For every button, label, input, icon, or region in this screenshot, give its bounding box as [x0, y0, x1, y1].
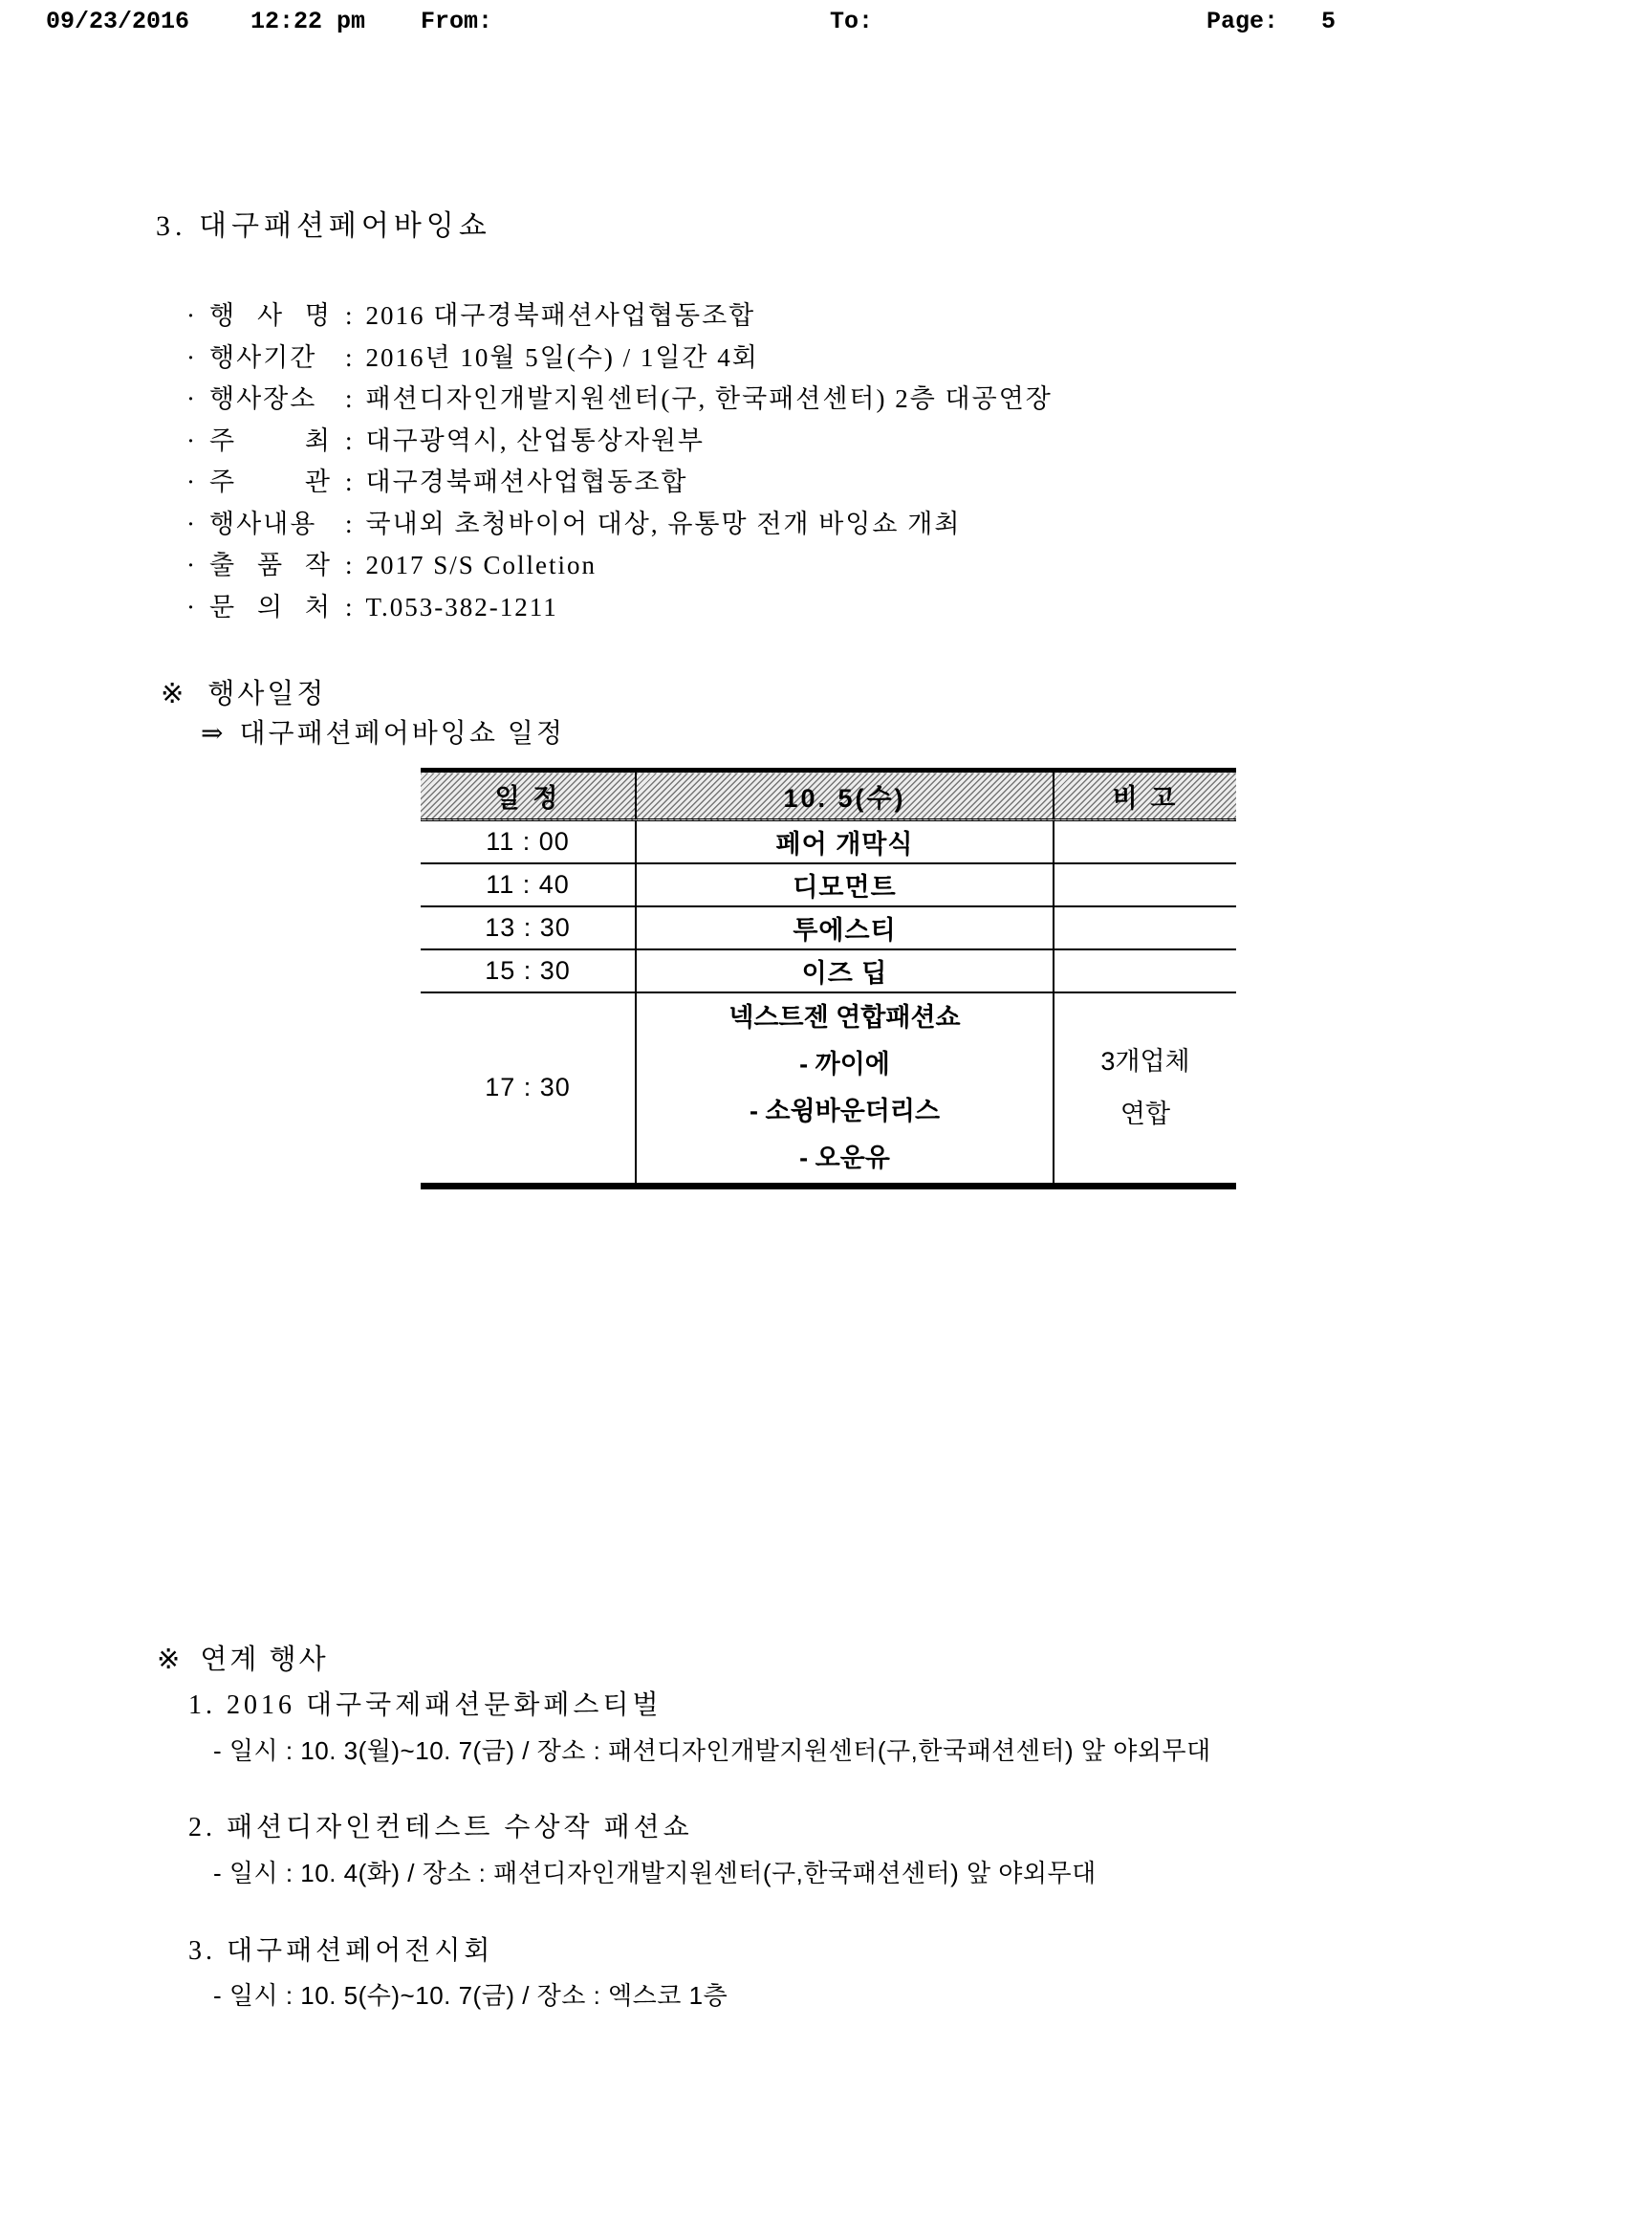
- header-cell-time: 일 정: [421, 771, 636, 820]
- event-item-line: - 까이에: [799, 1049, 890, 1079]
- detail-value: 대구경북패션사업협동조합: [365, 468, 688, 496]
- fax-time: 12:22 pm: [250, 8, 366, 35]
- fax-page-label: Page:: [1206, 8, 1279, 35]
- detail-value: 2016년 10월 5일(수) / 1일간 4회: [365, 342, 759, 372]
- detail-row-organizer: [186, 461, 1053, 503]
- detail-row-contact: [186, 586, 1053, 628]
- note-cell: [1054, 949, 1236, 992]
- table-row: [421, 820, 1236, 863]
- detail-row-event-period: [186, 337, 1053, 379]
- related-event-detail: - 일시 : 10. 4(화) / 장소 : 패션디자인개발지원센터(구,한국패션센터) 앞 야외무대: [213, 1859, 1097, 1887]
- note-line: 3개업체: [1100, 1046, 1190, 1076]
- table-header-row: [421, 771, 1236, 820]
- related-event-detail: - 일시 : 10. 5(수)~10. 7(금) / 장소 : 엑스코 1층: [213, 1981, 728, 2010]
- detail-row-exhibits: [186, 544, 1053, 586]
- detail-colon: :: [345, 551, 355, 579]
- detail-value: 2016 대구경북패션사업협동조합: [365, 301, 756, 330]
- note-cell: [1054, 906, 1236, 949]
- time-cell: 13 : 30: [421, 906, 636, 949]
- note-line: 연합: [1119, 1099, 1171, 1128]
- fax-date: 09/23/2016: [46, 8, 190, 35]
- event-item-line: - 오운유: [799, 1143, 890, 1172]
- detail-value: 대구광역시, 산업통상자원부: [365, 425, 705, 455]
- time-cell: 15 : 30: [421, 949, 636, 992]
- detail-colon: :: [345, 425, 355, 455]
- note-cell: [1054, 992, 1236, 1187]
- detail-row-event-place: [186, 378, 1053, 420]
- detail-label: 출 품 작: [209, 551, 332, 579]
- event-cell: 페어 개막식: [636, 820, 1054, 863]
- detail-label: 행사내용: [209, 509, 317, 538]
- fax-page-number: 5: [1321, 8, 1337, 35]
- schedule-table: [421, 768, 1236, 1189]
- time-cell: 17 : 30: [421, 992, 636, 1187]
- event-details-list: [186, 294, 1053, 627]
- detail-colon: :: [345, 592, 355, 621]
- detail-colon: :: [345, 384, 355, 413]
- bullet-icon: ·: [186, 592, 197, 621]
- event-cell: 이즈 딥: [636, 949, 1054, 992]
- detail-colon: :: [345, 509, 355, 538]
- header-cell-date: 10. 5(수): [636, 771, 1054, 820]
- related-event-detail: - 일시 : 10. 3(월)~10. 7(금) / 장소 : 패션디자인개발지원센터(구,한국패션센터) 앞 야외무대: [213, 1736, 1211, 1765]
- event-item-line: - 소윙바운더리스: [749, 1096, 941, 1125]
- detail-value: T.053-382-1211: [365, 592, 558, 621]
- event-cell: 투에스티: [636, 906, 1054, 949]
- header-cell-note: 비 고: [1054, 771, 1236, 820]
- detail-value: 국내외 초청바이어 대상, 유통망 전개 바잉쇼 개최: [365, 509, 962, 538]
- related-event-title: 2. 패션디자인컨테스트 수상작 패션쇼: [188, 1813, 693, 1842]
- table-row-joint-show: [421, 992, 1236, 1187]
- detail-row-event-content: [186, 503, 1053, 545]
- detail-value: 패션디자인개발지원센터(구, 한국패션센터) 2층 대공연장: [365, 384, 1053, 413]
- schedule-subheading: [201, 719, 565, 750]
- section-title: 3. 대구패션페어바잉쇼: [156, 210, 491, 242]
- detail-label: 행사기간: [209, 342, 317, 372]
- bullet-icon: ·: [186, 468, 197, 496]
- bullet-icon: ·: [186, 551, 197, 579]
- time-cell: 11 : 40: [421, 863, 636, 906]
- event-cell: [636, 992, 1054, 1187]
- fax-from-label: From:: [421, 8, 493, 35]
- detail-row-host: [186, 420, 1053, 462]
- detail-label: 행사장소: [209, 384, 317, 413]
- schedule-subheading-text: 대구패션페어바잉쇼 일정: [239, 719, 565, 749]
- detail-value: 2017 S/S Colletion: [365, 551, 598, 579]
- related-event-title: 1. 2016 대구국제패션문화페스티벌: [188, 1690, 663, 1720]
- event-title-line: 넥스트젠 연합패션쇼: [728, 1002, 961, 1032]
- event-cell: 디모먼트: [636, 863, 1054, 906]
- reference-mark-icon: ※: [161, 679, 187, 709]
- schedule-heading-text: 행사일정: [207, 679, 327, 709]
- schedule-heading: [161, 679, 326, 710]
- related-events-heading-text: 연계 행사: [200, 1645, 329, 1675]
- table-row: [421, 863, 1236, 906]
- related-event-title: 3. 대구패션페어전시회: [188, 1936, 494, 1966]
- bullet-icon: ·: [186, 425, 197, 455]
- time-cell: 11 : 00: [421, 820, 636, 863]
- detail-colon: :: [345, 342, 355, 372]
- note-cell: [1054, 863, 1236, 906]
- detail-label: 행 사 명: [209, 301, 332, 330]
- reference-mark-icon: ※: [157, 1645, 184, 1675]
- fax-to-label: To:: [830, 8, 874, 35]
- related-events-heading: [157, 1645, 329, 1676]
- bullet-icon: ·: [186, 342, 197, 372]
- detail-label: 문 의 처: [209, 592, 332, 621]
- detail-colon: :: [345, 468, 355, 496]
- bullet-icon: ·: [186, 509, 197, 538]
- detail-label: 주 최: [209, 425, 332, 455]
- double-arrow-icon: ⇒: [201, 719, 227, 749]
- table-row: [421, 906, 1236, 949]
- note-cell: [1054, 820, 1236, 863]
- table-row: [421, 949, 1236, 992]
- bullet-icon: ·: [186, 301, 197, 330]
- detail-label: 주 관: [209, 468, 332, 496]
- detail-row-event-name: [186, 294, 1053, 337]
- bullet-icon: ·: [186, 384, 197, 413]
- detail-colon: :: [345, 301, 355, 330]
